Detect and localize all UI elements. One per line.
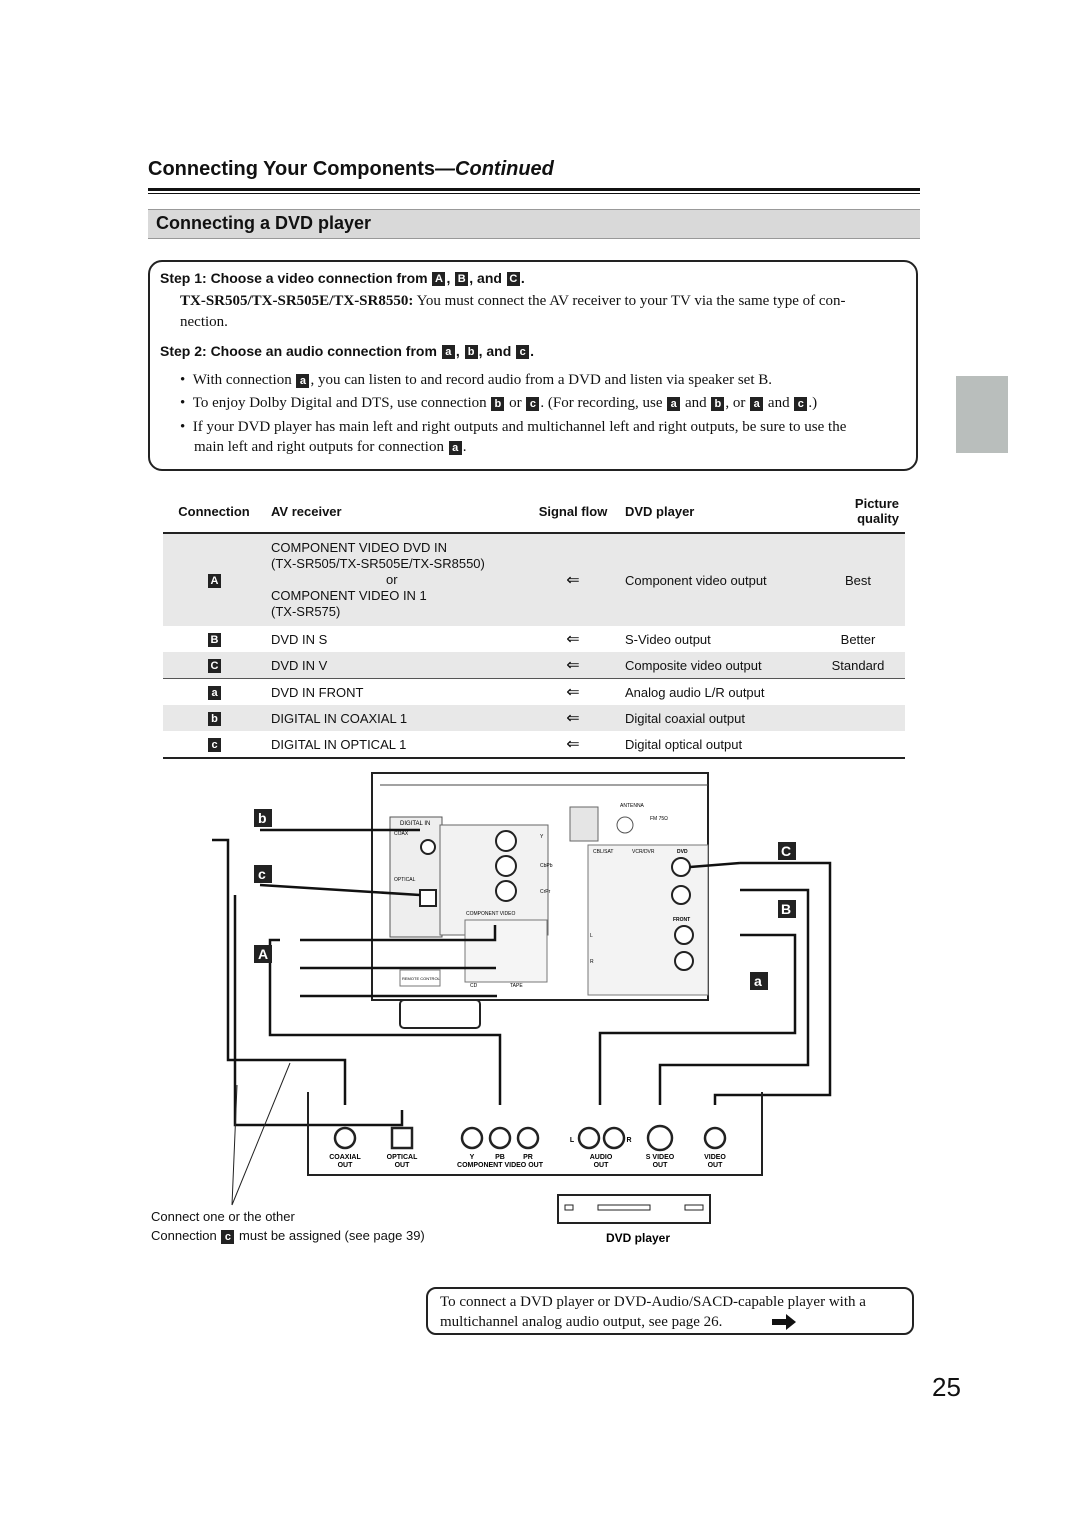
bullet-3: • If your DVD player has main left and right outputs and multichannel left and right outputs, be sure to use the: [180, 419, 847, 435]
b2-or2: , or: [725, 395, 746, 411]
subsection-bar: [148, 209, 920, 239]
optical-jack: [420, 890, 436, 906]
sep: .: [530, 343, 535, 359]
signal-arrow: ⇐: [566, 631, 580, 648]
key-A: A: [208, 574, 221, 588]
bullet-2: • To enjoy Dolby Digital and DTS, use connection b or c . (For recording, use a and b , or a and c .): [180, 395, 818, 411]
dvd-video-jack: [705, 1128, 725, 1148]
arrow-right-icon: [772, 1314, 796, 1330]
col-av-receiver: AV receiver: [265, 494, 527, 533]
quality: [811, 679, 905, 706]
col-picture-quality: Picture quality: [811, 494, 905, 533]
connection-diagram: [140, 765, 940, 1265]
recv: DVD IN FRONT: [271, 684, 364, 700]
b3-line2: main left and right outputs for connection: [194, 439, 444, 455]
dvd-optical-jack: [392, 1128, 412, 1148]
label-A: A: [258, 946, 269, 962]
recv: DIGITAL IN OPTICAL 1: [265, 731, 527, 758]
quality: Better: [840, 631, 876, 647]
front-r-jack: [675, 952, 693, 970]
recv: DIGITAL IN COAXIAL 1: [265, 705, 527, 731]
callout-lines: [232, 1063, 290, 1205]
label-a: a: [754, 973, 762, 989]
sep: .: [520, 270, 525, 286]
caption-assign: [151, 1228, 425, 1244]
key-a: a: [442, 345, 455, 359]
jack-label-out: OUT: [394, 1162, 410, 1169]
section-title-text: Connecting Your Components: [148, 158, 436, 180]
caption-connect-one: Connect one or the other: [151, 1209, 295, 1224]
b3-line1: If your DVD player has main left and right outputs and multichannel left and right outputs, be sure to use the: [192, 419, 847, 435]
note-line2: multichannel analog audio output, see page 26.: [440, 1314, 723, 1330]
component-video-label: COMPONENT VIDEO: [466, 911, 516, 917]
key-a: a: [750, 397, 763, 411]
jack-label-r: R: [626, 1137, 632, 1144]
label-b: b: [258, 810, 267, 826]
key-c: c: [516, 345, 529, 359]
key-C: C: [507, 272, 520, 286]
jack-label-out: OUT: [707, 1162, 723, 1169]
signal-arrow: ⇐: [527, 652, 619, 679]
b1-post: , you can listen to and record audio from a DVD and listen via speaker set B.: [310, 372, 773, 388]
caption-assign-post: must be assigned (see page 39): [239, 1228, 425, 1243]
step2-heading: [160, 343, 534, 359]
key-b: b: [711, 397, 724, 411]
model-list: TX-SR505/TX-SR505E/TX-SR8550:: [180, 293, 414, 309]
table-header-row: [163, 494, 905, 533]
jack-label-y: Y: [469, 1154, 475, 1161]
key-c: c: [208, 738, 221, 752]
sep: , and: [478, 343, 512, 359]
jack-label-out: OUT: [593, 1162, 609, 1169]
label-c: c: [258, 866, 266, 882]
dvd-s-jack: [672, 886, 690, 904]
recv-line: COMPONENT VIDEO DVD IN: [271, 540, 448, 555]
table-row: [163, 626, 905, 652]
component-pr-jack: [496, 881, 516, 901]
dvd-coax-jack: [335, 1128, 355, 1148]
b3-end: .: [462, 439, 467, 455]
signal-arrow: ⇐: [566, 684, 580, 701]
step1-body-text2: nection.: [180, 314, 228, 330]
vcr-label: VCR/DVR: [632, 849, 655, 855]
dvd-v-jack: [672, 858, 690, 876]
note-line1: To connect a DVD player or DVD-Audio/SACD-capable player with a: [440, 1294, 866, 1310]
dvd-jack-label: DVD: [677, 849, 688, 855]
key-B: B: [208, 633, 221, 647]
key-C: C: [208, 659, 221, 673]
key-a: a: [296, 374, 309, 388]
b1-pre: With connection: [192, 372, 292, 388]
fm-label: FM 75Ω: [650, 816, 668, 822]
r-label: R: [590, 959, 594, 965]
subsection-title: Connecting a DVD player: [156, 213, 372, 233]
dvd-player-label: DVD player: [605, 1231, 671, 1245]
sep: ,: [455, 343, 460, 359]
b2-pre: To enjoy Dolby Digital and DTS, use connection: [192, 395, 487, 411]
key-b: b: [465, 345, 478, 359]
sep: , and: [469, 270, 502, 286]
key-a: a: [208, 686, 221, 700]
key-c: c: [526, 397, 539, 411]
component-pb-jack: [496, 856, 516, 876]
cbl-label: CBL/SAT: [593, 849, 614, 855]
recv-line: COMPONENT VIDEO IN 1: [271, 588, 427, 603]
dvd-audio-l-jack: [579, 1128, 599, 1148]
key-b: b: [491, 397, 504, 411]
remote-label: REMOTE CONTROL: [402, 976, 440, 981]
front-l-jack: [675, 926, 693, 944]
dvd-audio-r-jack: [604, 1128, 624, 1148]
dvd-output: Digital coaxial output: [619, 705, 811, 731]
key-b: b: [208, 712, 221, 726]
cr-label: CrPr: [540, 889, 551, 895]
label-C: C: [781, 843, 792, 859]
b2-end: .): [808, 395, 818, 411]
quality: Best: [811, 533, 905, 626]
key-a: a: [449, 441, 462, 455]
table-row: [163, 731, 905, 758]
step1-body: [180, 293, 910, 310]
b2-or: or: [509, 395, 522, 411]
jack-label-pb: PB: [495, 1154, 505, 1161]
table-row: [163, 652, 905, 679]
b2-and: and: [684, 395, 707, 411]
coax-jack: [421, 840, 435, 854]
recv-line: or: [386, 572, 398, 587]
recv: DVD IN S: [271, 631, 328, 647]
antenna-label: ANTENNA: [620, 803, 644, 809]
label-B: B: [781, 901, 792, 917]
front-label: FRONT: [673, 917, 691, 923]
dvd-y-jack: [462, 1128, 482, 1148]
cb-label: CbPb: [540, 863, 553, 869]
bullet-3-cont: [194, 439, 466, 456]
coax-label: COAX: [394, 831, 409, 837]
title-rule: [148, 188, 920, 191]
l-label: L: [590, 933, 593, 939]
sep: ,: [446, 270, 451, 286]
dvd-svideo-jack: [648, 1126, 672, 1150]
col-signal-flow: Signal flow: [527, 494, 619, 533]
step1-text: Step 1: Choose a video connection from: [160, 270, 428, 286]
signal-arrow: ⇐: [527, 533, 619, 626]
table-row: [163, 533, 905, 626]
key-B: B: [455, 272, 468, 286]
bullet-1: • With connection a , you can listen to and record audio from a DVD and listen via speaker set B.: [180, 372, 773, 388]
quality: [811, 705, 905, 731]
jack-label-pr: PR: [523, 1154, 533, 1161]
step1-body-text: You must connect the AV receiver to your TV via the same type of con-: [416, 293, 846, 309]
title-rule-thin: [148, 193, 920, 194]
signal-arrow: ⇐: [527, 705, 619, 731]
b2-and2: and: [767, 395, 790, 411]
note-box: [426, 1287, 914, 1335]
b2-mid: . (For recording, use: [540, 395, 663, 411]
col-dvd-player: DVD player: [619, 494, 811, 533]
key-a: a: [667, 397, 680, 411]
step2-text: Step 2: Choose an audio connection from: [160, 343, 437, 359]
jack-label-audio: AUDIO: [589, 1154, 613, 1161]
connection-table: [163, 494, 905, 759]
jack-label-l: L: [569, 1137, 575, 1144]
table-row: [163, 679, 905, 706]
digital-in-label: DIGITAL IN: [400, 821, 431, 827]
dvd-output: S-Video output: [625, 631, 711, 647]
optical-label: OPTICAL: [394, 877, 416, 883]
table-row: [163, 705, 905, 731]
col-connection: Connection: [163, 494, 265, 533]
dvd-output: Component video output: [619, 533, 811, 626]
quality: Standard: [811, 652, 905, 679]
y-label: Y: [540, 834, 544, 840]
key-c: c: [221, 1230, 234, 1244]
jack-label-svideo: S VIDEO: [645, 1154, 675, 1161]
jack-label-component: COMPONENT VIDEO OUT: [457, 1162, 543, 1169]
recv-line: (TX-SR505/TX-SR505E/TX-SR8550): [271, 556, 485, 571]
recv: DVD IN V: [265, 652, 527, 679]
key-A: A: [432, 272, 445, 286]
steps-box: [148, 260, 918, 471]
section-title-continued: —Continued: [435, 158, 554, 180]
component-y-jack: [496, 831, 516, 851]
dvd-output: Analog audio L/R output: [625, 684, 765, 700]
dvd-output: Composite video output: [619, 652, 811, 679]
jack-label-out: OUT: [337, 1162, 353, 1169]
recv-line: (TX-SR575): [271, 604, 341, 619]
dvd-player-icon: [558, 1195, 710, 1223]
jack-label-video: VIDEO: [704, 1154, 726, 1161]
jack-label-out: OUT: [652, 1162, 668, 1169]
cd-label: CD: [470, 983, 478, 989]
quality: [811, 731, 905, 758]
dvd-jack-panel: [308, 1092, 762, 1175]
section-title: [148, 158, 554, 181]
side-tab: [956, 376, 1008, 453]
key-c: c: [794, 397, 807, 411]
dvd-pb-jack: [490, 1128, 510, 1148]
signal-arrow: ⇐: [527, 731, 619, 758]
tape-label: TAPE: [510, 983, 523, 989]
page-number: 25: [932, 1372, 961, 1402]
step1-heading: [160, 270, 525, 286]
dvd-output: Digital optical output: [619, 731, 811, 758]
caption-assign-pre: Connection: [151, 1228, 217, 1243]
jack-label-coaxial: COAXIAL: [329, 1154, 361, 1161]
jack-label-optical: OPTICAL: [386, 1154, 418, 1161]
dvd-pr-jack: [518, 1128, 538, 1148]
